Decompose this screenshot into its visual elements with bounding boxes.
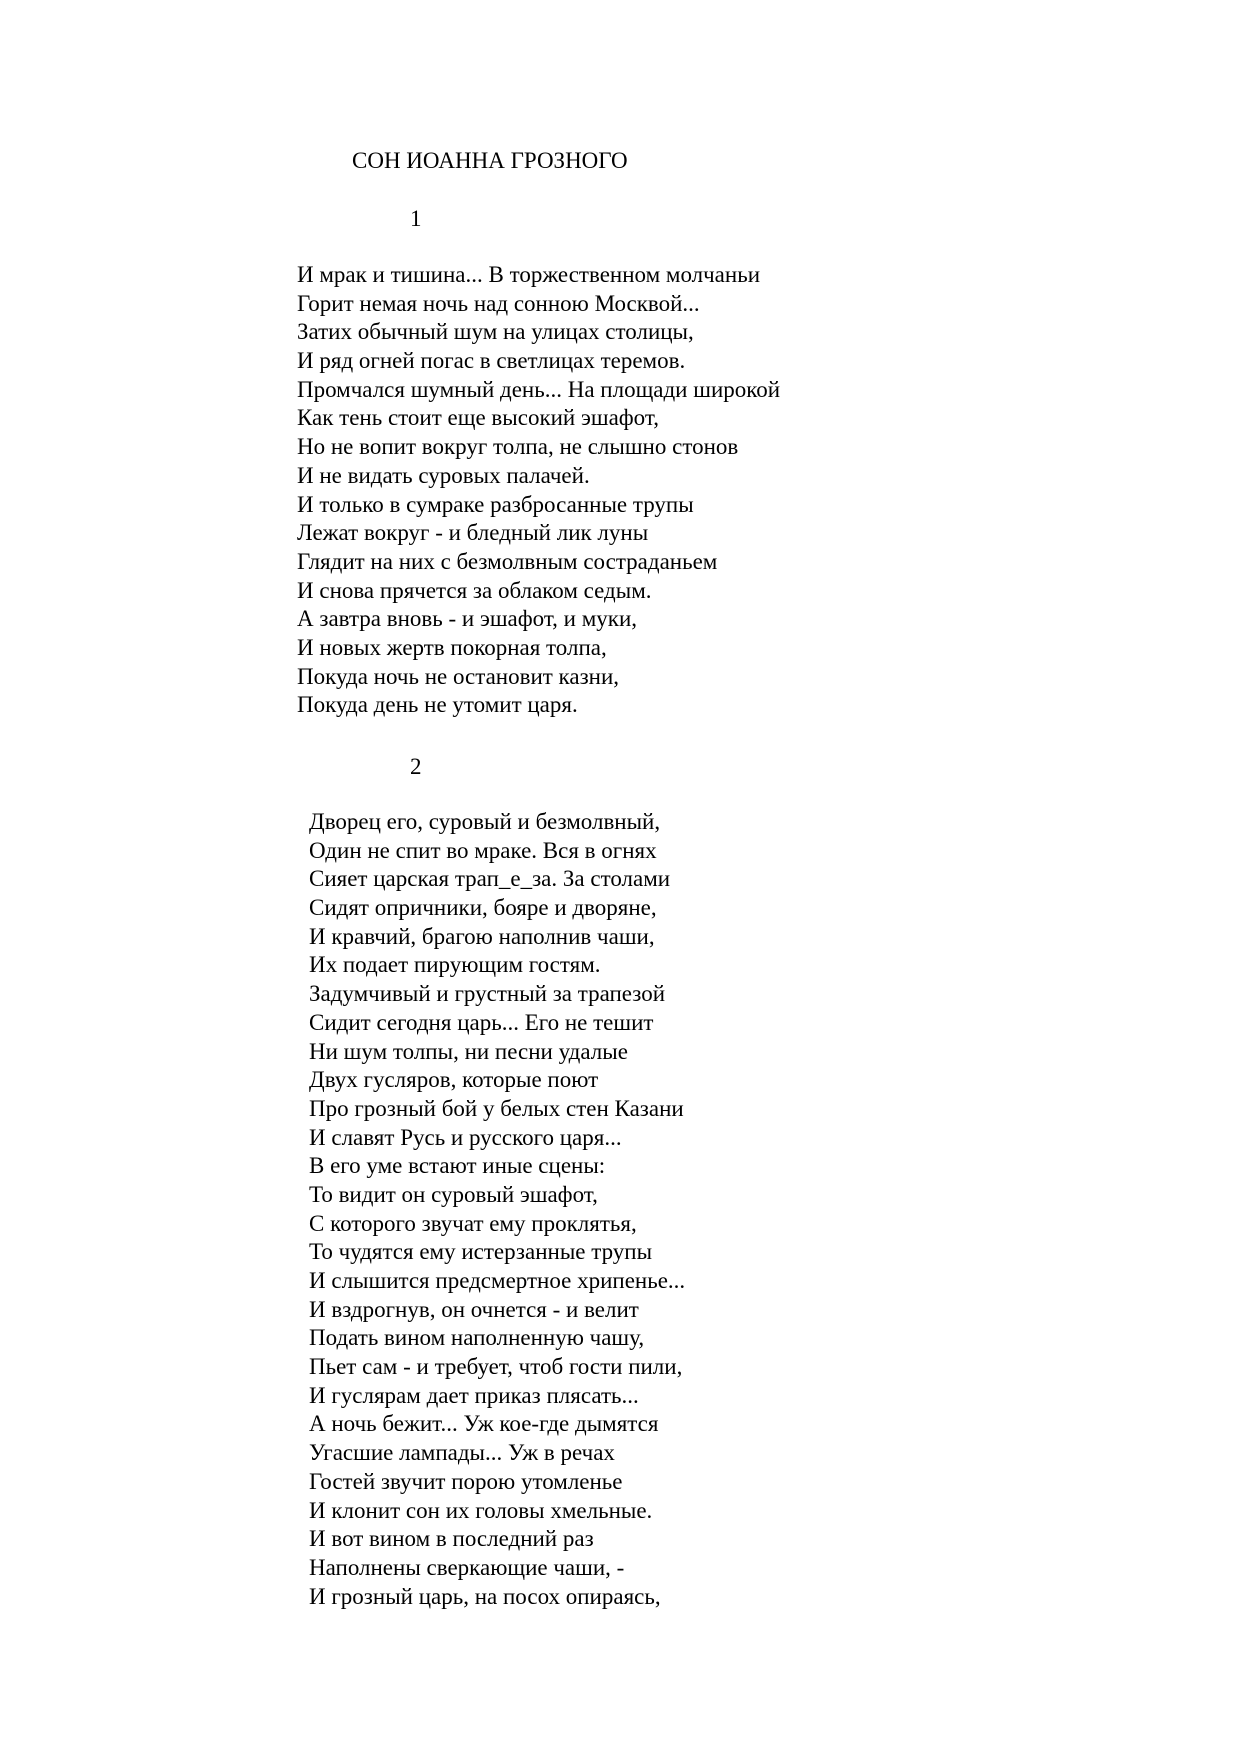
poem-line: Покуда день не утомит царя. bbox=[297, 692, 578, 718]
poem-line: Промчался шумный день... На площади широкой bbox=[297, 376, 781, 402]
poem-line: Сидят опричники, бояре и дворяне, bbox=[309, 895, 657, 921]
stanza bbox=[297, 261, 780, 720]
poem-line: И кравчий, брагою наполнив чаши, bbox=[309, 923, 655, 949]
poem-line: Сияет царская трап_е_за. За столами bbox=[309, 866, 671, 892]
poem-line: И снова прячется за облаком седым. bbox=[297, 577, 652, 603]
poem-line: Но не вопит вокруг толпа, не слышно стонов bbox=[297, 434, 739, 460]
poem-line: Двух гусляров, которые поют bbox=[309, 1067, 599, 1093]
poem-line: И мрак и тишина... В торжественном молчаньи bbox=[297, 262, 760, 287]
poem-line: Дворец его, суровый и безмолвный, bbox=[309, 809, 661, 834]
poem-line: Пьет сам - и требует, чтоб гости пили, bbox=[309, 1354, 683, 1380]
poem-line: Ни шум толпы, ни песни удалые bbox=[309, 1038, 628, 1064]
poem-line: И клонит сон их головы хмельные. bbox=[309, 1497, 653, 1523]
poem-line: Сидит сегодня царь... Его не тешит bbox=[309, 1009, 654, 1035]
poem-line: Угасшие лампады... Уж в речах bbox=[309, 1440, 615, 1466]
section-number: 1 bbox=[410, 206, 422, 231]
poem-line: И слышится предсмертное хрипенье... bbox=[309, 1268, 686, 1293]
poem-line: Подать вином наполненную чашу, bbox=[309, 1325, 645, 1351]
poem-line: И новых жертв покорная толпа, bbox=[297, 634, 607, 660]
poem-line: То чудятся ему истерзанные трупы bbox=[309, 1239, 653, 1265]
poem-line: Глядит на них с безмолвным состраданьем bbox=[297, 548, 718, 574]
poem-line: А завтра вновь - и эшафот, и муки, bbox=[297, 606, 638, 632]
poem-line: Лежат вокруг - и бледный лик луны bbox=[297, 520, 649, 546]
poem-line: С которого звучат ему проклятья, bbox=[309, 1210, 637, 1236]
poem-line: В его уме встают иные сцены: bbox=[309, 1153, 606, 1179]
poem-title: СОН ИОАННА ГРОЗНОГО bbox=[352, 148, 628, 173]
poem-line: И не видать суровых палачей. bbox=[297, 462, 590, 488]
poem-line: Как тень стоит еще высокий эшафот, bbox=[297, 405, 659, 431]
poem-line: Затих обычный шум на улицах столицы, bbox=[297, 319, 694, 345]
poem-line: И славят Русь и русского царя... bbox=[309, 1124, 622, 1150]
poem-line: И вот вином в последний раз bbox=[309, 1526, 594, 1552]
poem-line: То видит он суровый эшафот, bbox=[309, 1181, 598, 1207]
poem-line: Задумчивый и грустный за трапезой bbox=[309, 981, 666, 1007]
poem-line: Один не спит во мраке. Вся в огнях bbox=[309, 837, 657, 863]
stanza bbox=[309, 808, 685, 1611]
poem-line: И ряд огней погас в светлицах теремов. bbox=[297, 348, 686, 374]
section-number: 2 bbox=[410, 754, 422, 779]
poem-line: И только в сумраке разбросанные трупы bbox=[297, 491, 694, 517]
poem-line: И грозный царь, на посох опираясь, bbox=[309, 1583, 661, 1609]
poem-line: Горит немая ночь над сонною Москвой... bbox=[297, 290, 700, 316]
poem-line: И гуслярам дает приказ плясать... bbox=[309, 1382, 639, 1408]
poem-line: А ночь бежит... Уж кое-где дымятся bbox=[309, 1411, 659, 1437]
poem-line: Их подает пирующим гостям. bbox=[309, 952, 601, 978]
poem-line: Гостей звучит порою утомленье bbox=[309, 1468, 623, 1494]
poem-line: Покуда ночь не остановит казни, bbox=[297, 663, 620, 689]
poem-line: Наполнены сверкающие чаши, - bbox=[309, 1554, 625, 1580]
poem-line: Про грозный бой у белых стен Казани bbox=[309, 1095, 684, 1121]
poem-line: И вздрогнув, он очнется - и велит bbox=[309, 1296, 639, 1322]
